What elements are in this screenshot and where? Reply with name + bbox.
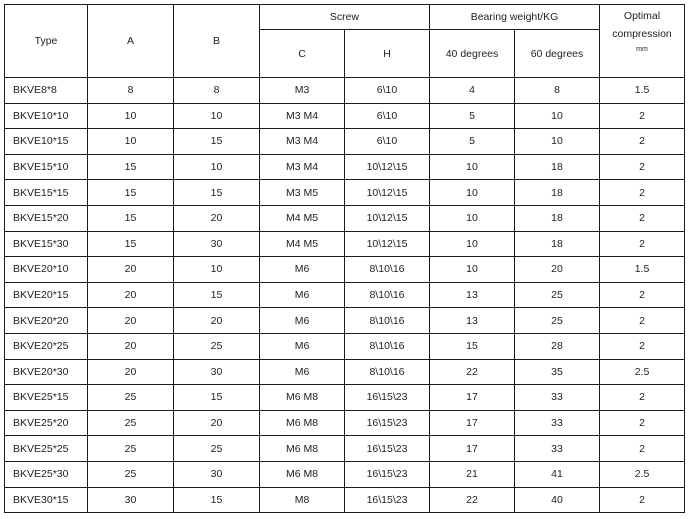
cell-screw-c: M6 M8 <box>260 410 345 436</box>
cell-weight-40: 13 <box>430 282 515 308</box>
cell-screw-h: 16\15\23 <box>345 436 430 462</box>
cell-optimal-compression: 2 <box>600 231 685 257</box>
cell-a: 20 <box>88 359 174 385</box>
table-row <box>5 180 685 206</box>
cell-screw-c: M6 <box>260 333 345 359</box>
cell-weight-60: 18 <box>515 231 600 257</box>
header-60-degrees: 60 degrees <box>515 30 600 78</box>
cell-a: 15 <box>88 154 174 180</box>
cell-weight-40: 10 <box>430 257 515 283</box>
cell-weight-60: 25 <box>515 282 600 308</box>
table-row <box>5 205 685 231</box>
cell-a: 25 <box>88 385 174 411</box>
table-row <box>5 308 685 334</box>
cell-weight-40: 13 <box>430 308 515 334</box>
cell-screw-h: 10\12\15 <box>345 231 430 257</box>
cell-a: 30 <box>88 487 174 513</box>
cell-weight-60: 35 <box>515 359 600 385</box>
cell-b: 15 <box>174 282 260 308</box>
cell-screw-c: M6 <box>260 308 345 334</box>
table-row <box>5 333 685 359</box>
cell-optimal-compression: 2 <box>600 129 685 155</box>
cell-b: 15 <box>174 385 260 411</box>
header-optimal-line1: Optimal <box>623 10 661 22</box>
cell-a: 20 <box>88 257 174 283</box>
cell-screw-c: M3 M5 <box>260 180 345 206</box>
cell-screw-c: M6 M8 <box>260 436 345 462</box>
cell-weight-40: 10 <box>430 154 515 180</box>
cell-b: 30 <box>174 461 260 487</box>
header-optimal-unit: mm <box>636 46 648 53</box>
cell-screw-c: M3 M4 <box>260 103 345 129</box>
cell-optimal-compression: 2 <box>600 333 685 359</box>
cell-type: BKVE30*15 <box>5 487 88 513</box>
table-row <box>5 385 685 411</box>
cell-optimal-compression: 2 <box>600 205 685 231</box>
cell-b: 25 <box>174 436 260 462</box>
cell-weight-40: 10 <box>430 205 515 231</box>
header-screw: Screw <box>260 5 430 30</box>
cell-b: 30 <box>174 231 260 257</box>
cell-screw-h: 8\10\16 <box>345 257 430 283</box>
cell-b: 8 <box>174 78 260 104</box>
cell-weight-40: 10 <box>430 180 515 206</box>
cell-screw-h: 8\10\16 <box>345 308 430 334</box>
cell-b: 10 <box>174 154 260 180</box>
cell-screw-c: M6 <box>260 359 345 385</box>
cell-screw-h: 10\12\15 <box>345 205 430 231</box>
cell-type: BKVE25*15 <box>5 385 88 411</box>
cell-weight-60: 18 <box>515 154 600 180</box>
cell-type: BKVE10*15 <box>5 129 88 155</box>
cell-b: 20 <box>174 308 260 334</box>
cell-optimal-compression: 1.5 <box>600 257 685 283</box>
cell-a: 20 <box>88 333 174 359</box>
cell-a: 8 <box>88 78 174 104</box>
cell-weight-60: 33 <box>515 410 600 436</box>
cell-b: 25 <box>174 333 260 359</box>
cell-weight-40: 5 <box>430 129 515 155</box>
cell-optimal-compression: 2 <box>600 308 685 334</box>
cell-b: 15 <box>174 487 260 513</box>
cell-screw-h: 10\12\15 <box>345 180 430 206</box>
header-optimal-line2: compression <box>612 28 672 40</box>
cell-screw-h: 6\10 <box>345 78 430 104</box>
cell-weight-60: 40 <box>515 487 600 513</box>
cell-screw-c: M6 <box>260 282 345 308</box>
cell-weight-60: 8 <box>515 78 600 104</box>
table-row <box>5 257 685 283</box>
header-a: A <box>88 5 174 78</box>
cell-type: BKVE20*20 <box>5 308 88 334</box>
table-row <box>5 78 685 104</box>
cell-type: BKVE25*30 <box>5 461 88 487</box>
table-row <box>5 461 685 487</box>
cell-b: 20 <box>174 205 260 231</box>
table-row <box>5 103 685 129</box>
cell-optimal-compression: 2 <box>600 410 685 436</box>
cell-type: BKVE20*10 <box>5 257 88 283</box>
cell-screw-c: M6 M8 <box>260 385 345 411</box>
header-bearing-weight: Bearing weight/KG <box>430 5 600 30</box>
cell-weight-40: 10 <box>430 231 515 257</box>
table-row <box>5 231 685 257</box>
cell-weight-60: 33 <box>515 436 600 462</box>
cell-screw-h: 6\10 <box>345 103 430 129</box>
cell-optimal-compression: 2 <box>600 282 685 308</box>
cell-screw-c: M3 <box>260 78 345 104</box>
header-optimal-compression <box>600 5 685 78</box>
cell-weight-40: 5 <box>430 103 515 129</box>
cell-b: 20 <box>174 410 260 436</box>
cell-b: 10 <box>174 257 260 283</box>
cell-weight-40: 21 <box>430 461 515 487</box>
cell-optimal-compression: 2.5 <box>600 461 685 487</box>
cell-a: 25 <box>88 461 174 487</box>
cell-optimal-compression: 2 <box>600 385 685 411</box>
cell-b: 15 <box>174 129 260 155</box>
cell-screw-h: 8\10\16 <box>345 359 430 385</box>
header-h: H <box>345 30 430 78</box>
table-row <box>5 436 685 462</box>
cell-weight-40: 22 <box>430 359 515 385</box>
cell-b: 30 <box>174 359 260 385</box>
cell-optimal-compression: 2 <box>600 154 685 180</box>
cell-weight-40: 17 <box>430 385 515 411</box>
cell-weight-60: 18 <box>515 205 600 231</box>
header-40-degrees: 40 degrees <box>430 30 515 78</box>
cell-a: 15 <box>88 180 174 206</box>
cell-screw-h: 8\10\16 <box>345 333 430 359</box>
cell-a: 20 <box>88 308 174 334</box>
cell-screw-h: 16\15\23 <box>345 461 430 487</box>
cell-type: BKVE25*20 <box>5 410 88 436</box>
cell-type: BKVE15*20 <box>5 205 88 231</box>
cell-weight-40: 15 <box>430 333 515 359</box>
cell-b: 10 <box>174 103 260 129</box>
cell-type: BKVE20*15 <box>5 282 88 308</box>
cell-type: BKVE20*30 <box>5 359 88 385</box>
cell-weight-40: 17 <box>430 410 515 436</box>
cell-a: 25 <box>88 410 174 436</box>
table-row <box>5 154 685 180</box>
cell-a: 20 <box>88 282 174 308</box>
cell-optimal-compression: 2 <box>600 180 685 206</box>
cell-screw-c: M3 M4 <box>260 154 345 180</box>
cell-screw-c: M3 M4 <box>260 129 345 155</box>
spec-table <box>4 4 685 513</box>
cell-weight-60: 28 <box>515 333 600 359</box>
cell-weight-60: 18 <box>515 180 600 206</box>
header-type: Type <box>5 5 88 78</box>
cell-type: BKVE20*25 <box>5 333 88 359</box>
table-row <box>5 487 685 513</box>
table-row <box>5 129 685 155</box>
cell-weight-60: 33 <box>515 385 600 411</box>
cell-screw-h: 8\10\16 <box>345 282 430 308</box>
cell-weight-60: 25 <box>515 308 600 334</box>
cell-weight-60: 20 <box>515 257 600 283</box>
cell-type: BKVE8*8 <box>5 78 88 104</box>
cell-weight-40: 22 <box>430 487 515 513</box>
cell-a: 10 <box>88 103 174 129</box>
cell-a: 25 <box>88 436 174 462</box>
table-row <box>5 410 685 436</box>
cell-type: BKVE25*25 <box>5 436 88 462</box>
cell-type: BKVE10*10 <box>5 103 88 129</box>
cell-screw-h: 16\15\23 <box>345 487 430 513</box>
cell-screw-c: M6 M8 <box>260 461 345 487</box>
cell-screw-c: M4 M5 <box>260 205 345 231</box>
cell-optimal-compression: 2 <box>600 103 685 129</box>
cell-screw-c: M6 <box>260 257 345 283</box>
cell-screw-c: M4 M5 <box>260 231 345 257</box>
cell-a: 15 <box>88 231 174 257</box>
cell-optimal-compression: 2 <box>600 487 685 513</box>
cell-screw-h: 16\15\23 <box>345 385 430 411</box>
cell-optimal-compression: 1.5 <box>600 78 685 104</box>
table-row <box>5 282 685 308</box>
table-row <box>5 359 685 385</box>
cell-weight-60: 10 <box>515 129 600 155</box>
cell-optimal-compression: 2.5 <box>600 359 685 385</box>
header-c: C <box>260 30 345 78</box>
cell-weight-60: 10 <box>515 103 600 129</box>
cell-weight-40: 4 <box>430 78 515 104</box>
cell-type: BKVE15*15 <box>5 180 88 206</box>
cell-b: 15 <box>174 180 260 206</box>
header-row-top <box>5 5 685 30</box>
cell-type: BKVE15*10 <box>5 154 88 180</box>
cell-screw-h: 6\10 <box>345 129 430 155</box>
cell-screw-c: M8 <box>260 487 345 513</box>
cell-weight-40: 17 <box>430 436 515 462</box>
table-body <box>5 78 685 513</box>
cell-screw-h: 16\15\23 <box>345 410 430 436</box>
cell-optimal-compression: 2 <box>600 436 685 462</box>
cell-a: 10 <box>88 129 174 155</box>
cell-type: BKVE15*30 <box>5 231 88 257</box>
header-b: B <box>174 5 260 78</box>
cell-weight-60: 41 <box>515 461 600 487</box>
cell-a: 15 <box>88 205 174 231</box>
cell-screw-h: 10\12\15 <box>345 154 430 180</box>
table-header <box>5 5 685 78</box>
